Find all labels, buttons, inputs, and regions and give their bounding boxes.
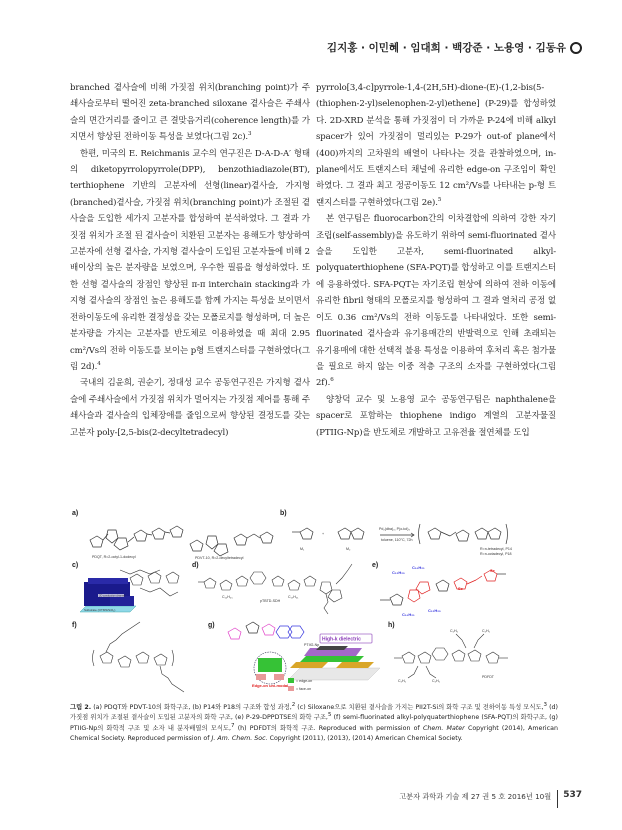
chain-label: C₂H₅ <box>398 679 407 683</box>
structure-pdqt-pdvt <box>70 510 280 560</box>
structure-name: PDQT, R=2-octyl-1-dodecyl <box>92 555 136 559</box>
panel-a <box>70 510 280 560</box>
running-header <box>327 40 582 55</box>
note-label: Edge-on uni-modal <box>252 683 289 688</box>
panel-c <box>70 560 190 620</box>
page-number: 537 <box>563 790 582 800</box>
chain-label: C₂H₅ <box>482 629 491 633</box>
product-label: R=n-tetradecyl, P14 <box>480 547 512 551</box>
reagent-label: Pd₂(dba)₃, P(o-tol)₃ <box>379 527 410 531</box>
panel-label: c) <box>72 562 79 569</box>
paragraph: 국내의 김윤희, 권순기, 정대성 교수 공동연구진은 가지형 곁사슬에 주쇄사슬에서 가짓점 위치가 멀어지는 가짓점 제어를 통해 주쇄사슬과 곁사슬의 입체장애를 줄임으로써 향상된 결정도를 갖는 고분자 poly-[2,5-bis(2-decyltetradecyl) <box>70 378 310 438</box>
paragraph: pyrrolo[3,4-c]pyrrole-1,4-(2H,5H)-dione-(E)-(1,2-bis(5-(thiophen-2-yl)selenophen-2-yl)ethene] (P-29)를 합성하였다. 2D-XRD 분석을 통해 가짓점이 더 가까운 P-24에 비해 alkyl spacer가 있어 가짓점이 멀리있는 P-29가 out-of plane에서 (400)까지의 고차원의 배열이 나타나는 것을 관찰하였으며, in-plane에서도 트랜지스터 채널에 유리한 edge-on 구조임이 확인하였다. 그 결과 최고 정공이동도 12 cm²/Vs를 나타내는 p-형 트랜지스터를 구현하였다(그림 2e).$^5$ <box>316 83 556 208</box>
chain-label: C₁₀H₂₁ <box>412 565 425 570</box>
svg-text:+: + <box>322 532 325 536</box>
stacking-model <box>70 560 190 620</box>
panel-e <box>372 560 558 620</box>
chain-label: C₂H₅ <box>432 679 441 683</box>
page-footer <box>399 790 582 808</box>
panel-label: f) <box>72 622 77 629</box>
monomer-label: M₁ <box>300 547 305 551</box>
substrate-label: Substrate (OTMS/SiO₂) <box>84 608 116 612</box>
paragraph: 한편, 미국의 E. Reichmanis 교수의 연구진은 D-A-D-A′ 형태의 diketopyrrolopyrrole(DPP), benzothiadiazole(BT), terthiophene 기반의 고분자에 선형(linear)곁사슬, 가지형(branched)곁사슬, 가짓점 위치(branching point)가 조절된 곁사슬을 도입한 세가지 고분자를 합성하여 분석하였다. 그 결과 가짓점 위치가 조절 된 곁사슬이 치환된 고분자는 용해도가 향상하여 고분자에 선형 곁사슬, 가지형 곁사슬이 도입된 고분자들에 비해 2배이상의 높은 분자량을 보였으며, 우수한 필름을 형성하였다. 또한 선형 곁사슬의 장점인 향상된 π-π interchain stacking과 가지형 곁사슬의 장점인 높은 용해도를 함께 가지는 특성을 보이면서 전하이동도에 유리한 결정성을 갖는 모폴로지를 형성하며, 더 높은 분자량을 가지는 고분자를 반도체로 이용하였을 때 최대 2.95 cm²/Vs의 전하 이동도를 보이는 p형 트랜지스터를 구현하였다(그림 2d).$^4$ <box>70 148 310 372</box>
condition-label: toluene, 110°C, 72h <box>381 538 413 542</box>
panel-f <box>70 620 200 696</box>
device-schematic <box>208 620 383 696</box>
structure-p29-dppdtse <box>372 560 558 620</box>
paragraph: 양창덕 교수 및 노용영 교수 공동연구팀은 naphthalene을 spacer로 포함하는 thiophene indigo 계열의 고분자물질(PTIIG-Np)을 반도체로 개발하고 고유전율 절연체를 도입 <box>316 394 556 438</box>
atom-label: Se <box>490 568 495 573</box>
panel-label: e) <box>372 562 379 569</box>
dielectric-label: High-k dielectric <box>322 636 361 643</box>
caption-label: 그림 2. <box>70 704 92 711</box>
panel-label: g) <box>208 622 215 629</box>
atom-label: Se <box>458 586 463 591</box>
chain-label: C₁₀H₂₁ <box>288 595 299 599</box>
left-column <box>70 80 310 441</box>
structure-pdfdt <box>388 620 558 696</box>
chain-label: C₂H₅ <box>450 629 459 633</box>
structure-name: pTBTD-SDH <box>260 599 281 603</box>
chain-label: C₁₂H₂₅ <box>392 570 405 575</box>
panel-g <box>208 620 383 696</box>
polymer-label: PTIIG-Np <box>304 643 320 647</box>
synthesis-scheme <box>280 510 558 560</box>
panel-label: h) <box>388 622 395 629</box>
panel-label: d) <box>192 562 199 569</box>
structure-name: PDVT-10, R=2-decyltetradecyl <box>195 556 244 560</box>
panel-label: b) <box>280 510 287 517</box>
authors: 김지홍 · 이민혜 · 임대희 · 백강준 · 노용영 · 김동유 <box>326 42 566 54</box>
structure-sfa-pqt <box>70 620 200 696</box>
panel-h <box>388 620 558 696</box>
right-column <box>316 80 556 441</box>
product-label: R=n-octadecyl, P18 <box>480 552 512 556</box>
figure-2 <box>70 510 558 696</box>
journal-info: 고분자 과학과 기술 제 27 권 5 호 2016년 10월 <box>399 792 552 801</box>
structure-name: PDFDT <box>482 675 494 679</box>
paragraph: 본 연구팀은 fluorocarbon간의 이차결합에 의하여 강한 자기조립(self-assembly)을 유도하기 위하여 semi-fluorinated 곁사슬을 도입한 고분자, semi-fluorinated alkyl-polyquaterthiophene (SFA-PQT)를 합성하고 이를 트랜지스터에 응용하였다. SFA-PQT는 자기조립 현상에 의하여 전하 이동에 유리한 fibril 형태의 모폴로지를 형성하여 그 결과 열처리 공정 없이도 0.36 cm²/Vs의 전하 이동도를 나타내었다. 또한 semi-fluorinated 곁사슬과 유기용매간의 반발력으로 인해 초래되는 유기용매에 대한 선택적 불용 특성을 이용하여 후처리 혹은 첨가물을 필요로 하지 않는 이중 적층 구조의 소자를 구현하였다(그림 2f).$^6$ <box>316 214 556 389</box>
ring-icon <box>570 42 582 54</box>
chain-label: C₁₂H₂₅ <box>428 608 441 613</box>
chain-label: C₁₂H₂₅ <box>222 595 233 599</box>
legend-edge-on: = edge-on <box>296 679 313 683</box>
chain-label: C₁₀H₂₁ <box>402 612 415 617</box>
structure-ptbtd-sdh <box>192 560 372 620</box>
panel-label: a) <box>72 510 79 517</box>
panel-b <box>280 510 558 560</box>
legend-face-on: = face-on <box>296 687 312 691</box>
paragraph: branched 곁사슬에 비해 가짓점 위치(branching point)가 주쇄사슬로부터 떨어진 zeta-branched siloxane 곁사슬은 주쇄사슬의 면간거리를 줄이고 큰 결맞음거리(coherence length)를 가지면서 향상된 전하이동 특성을 보였다(그림 2c).$^3$ <box>70 83 310 143</box>
channel-label: 2D conduction channel <box>99 594 126 598</box>
monomer-label: M₂ <box>346 547 351 551</box>
panel-d <box>192 560 372 620</box>
figure-caption: 그림 2. (a) PDQT와 PDVT-10의 화학구조, (b) P14와 P18의 구조와 합성 과정,$^2$ (c) Siloxane으로 치환된 곁사슬을 가지는 PII2T-Si의 화학 구조 및 전하이동 특성 모식도,$^3$ (d) 가짓점 위치가 조절된 곁사슬이 도입된 고분자의 화학 구조, (e) P-29-DPPDTSE의 화학 구조,$^5$ (f) semi-fluorinated alkyl-polyquaterthiophene (SFA-PQT)의 화학구조, (g) PTIIG-Np의 화학적 구조 및 소자 내 분자배열의 모식도,$^7$ (h) PDFDT의 화학적 구조. Reproduced with permission of Chem. Mater Copyright (2014), American Chemical Society. Reproduced permission of J. Am. Chem. Soc. Copyright (2011), (2013), (2014) American Chemical Society. <box>70 701 558 742</box>
